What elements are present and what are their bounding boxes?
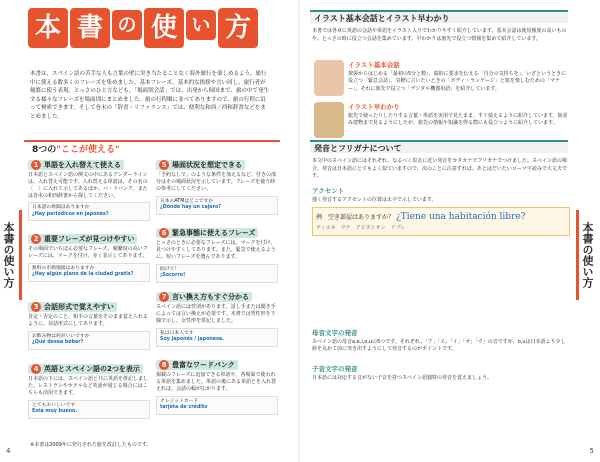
example-box: とてもおいしいです Está muy bueno. [28, 400, 150, 419]
sub-quick-guide: イラスト早わかり 旅先で使ったりしたりする言葉・単語を実用で見たまま、すぐ使えるように紹介しています。街並み建物まで見るようにしたが、旅先の情報や知識を得る際にも役立つように紹介しています。 [348, 103, 568, 127]
section-title: 8つの"ここが使える" [32, 145, 120, 155]
tip-6: 6 緊急事態に使えるフレーズ とっさのときに必要なフレーズには、マークを付け、見つけやすくしてあります。また、緊急で使えるように、短いフレーズを選んであります。 助けて！ ¡Socorro! [156, 228, 278, 283]
tip-4: 4 英語とスペイン語の2つを表示 日本語の下には、スペイン語と共に英語を併記しました。レストランやホテルなど英語が通じる場合にはこちらも活用できます。 とてもおいしいです Está muy bueno. [28, 364, 150, 419]
right-page [300, 0, 600, 462]
example-box: 私は日本人です Soy japonés / japonesa. [156, 328, 278, 347]
tip-1: 1 単語を入れ替えて使える 日本語とスペイン語の例文の中にあるアンダーラインは、入れ替え可能です。入れ替える単語は、その名の〈 〉に入れて示してあるほか、バ・ドバンク、または巻末の和西辞書から探してください。 日本語の新聞はありますか ¿Hay periódicos en japonés? [28, 160, 150, 221]
tip-5: 5 場面状況を想定できる 「予約なしで」のような条件を加えるなど、付きの部分はその場面状況を示しています。フレーズを使う時の参考にしてください。 日本のATMはどこですか ¿Dónde hay un cajero? [156, 160, 278, 215]
tip-3: 3 会話形式で覚えやすい 肯定・否定のこと、相手の言葉をそのまま覚えられるように、対話形式にしてあります。 お飲み物は何がいいですか ¿Qué desea beber? [28, 302, 150, 350]
tip-2: 2 重要フレーズが見つけやすい その場面でいちばん必要なフレーズ、頻繁度の高いフレーズには、マークを付け、赤く表示してあります。 無料の市街地図はありますか ¿Hay algún plano de la ciudad gratis? [28, 234, 150, 282]
title-char: 本 [28, 8, 68, 48]
illustration-couple [314, 60, 344, 96]
page-number-right: 5 [589, 446, 594, 455]
heading-illustration: イラスト基本会話とイラスト早わかり [310, 10, 568, 23]
side-tab-right: 本書の使い方 [576, 210, 598, 300]
illustration-building [314, 102, 344, 138]
pronunciation-intro: 本文中のスペイン語にはそれぞれ、なるべく原音に近い発音をカタカナでフリガナでつけました。スペイン語の場合、発音は日本語にとてもよく似ていますので、次のことに注意すれば、あとはだいたいローマ字読みで大丈夫です。 [312, 158, 568, 179]
accent-example: 例 空き部屋はありますか？ ¿Tiene una habitación libre? ティエネ ウナ アビタシオン リブレ [312, 207, 570, 236]
sub-consonants: 子音文字の発音 日本語には対応する音がない子音を持つスペイン語独特の発音を覚えましょう。 [312, 365, 493, 381]
footnote: ※本書は2009年に発行された旅を改訂したものです。 [30, 442, 152, 448]
title-char: 方 [218, 8, 258, 48]
sub-accent: アクセント 強く発音するアクセントの位置は太字で示しています。 例 空き部屋はありますか？ ¿Tiene una habitación libre? ティエネ ウナ アビタシオン リブレ [312, 184, 570, 239]
page-number-left: 4 [6, 446, 11, 455]
eight-tips-section [24, 140, 280, 460]
example-box: お飲み物は何がいいですか ¿Qué desea beber? [28, 331, 150, 350]
title-char: 書 [70, 8, 110, 48]
example-box: 助けて！ ¡Socorro! [156, 264, 278, 283]
title-char: 使 [144, 8, 184, 48]
sub-basic-conversation: イラスト基本会話 挨拶からはじめる「最初の5分と数」、端的に要求を伝える「自分の気持ちを」、いざというときに役立つ「緊急会話」、気軽に言いたいときの「ボディ・ランゲージ」と旅を楽しむための「マナー」、それに旅先で役立つ「デジタル機器用語」を紹介しています。 [348, 61, 567, 92]
heading-pronunciation: 発音とフリガナについて [310, 140, 568, 153]
example-box: 日本語の新聞はありますか ¿Hay periódicos en japonés? [28, 202, 150, 221]
side-tab-left: 本書の使い方 [0, 210, 22, 300]
sub-vowels: 母音文字の発音 スペイン語の母音a,e,i,o,uの5つです。それぞれ、「ア」「エ」「イ」「オ」「ウ」の音ですが、o,uは日本語より少し唇を丸めて前に突き出すようにして発音するのがポイントです。 [312, 329, 566, 353]
page-title [28, 8, 268, 66]
title-char: の [112, 10, 142, 40]
tip-8: 8 豊富なワードバンク 掲載のフレーズに追加できる単語や、各場面で使われる単語を集めました。単語の後にある単語とを入れ替えれば、会話の幅が広がります。 クレジットカード tarjeta de crédito [156, 360, 278, 415]
intro-text: 本書は、スペイン語の苦手な人も言葉の壁に突き当たることなく海外旅行を楽しめるよう、旅行中に使える数多くのフレーズを集めました。基本フレーズ、基本的な挨拶や言い回し、旅行者が頻繁に使う表現、とっさのひと言なども。「場面別会話」では、出発から帰国まで、旅の中で発生する様々なフレーズを場面別にまとめました。旅の行程順に並べてありますので、旅の行程に沿って検索できます。そして巻末の「辞書・リファランス」では、便利な和西／西和辞書などをまとめました。 [30, 71, 270, 120]
tip-7: 7 言い換え方もすぐ分かる スペイン語には性別があります。話し手または聞き手によっては言い換えが必要です。本書では男性形を下線で示し、女性形を併記しました。 私は日本人です Soy japonés / japonesa. [156, 292, 278, 347]
title-char: い [186, 10, 216, 40]
example-box: クレジットカード tarjeta de crédito [156, 396, 278, 415]
illustration-intro: 本書では各章に英語の会話や単語をイラスト入りでわかりやすく紹介しています。基本会話は使用頻度の高いものや、とっさの時に役立つ会話を集めています。早わかりは旅先で役立つ情報を集めて紹介しています。 [312, 28, 567, 42]
example-box: 無料の市街地図はありますか ¿Hay algún plano de la ciudad gratis? [28, 263, 150, 282]
example-box: 日本のATMはどこですか ¿Dónde hay un cajero? [156, 196, 278, 215]
